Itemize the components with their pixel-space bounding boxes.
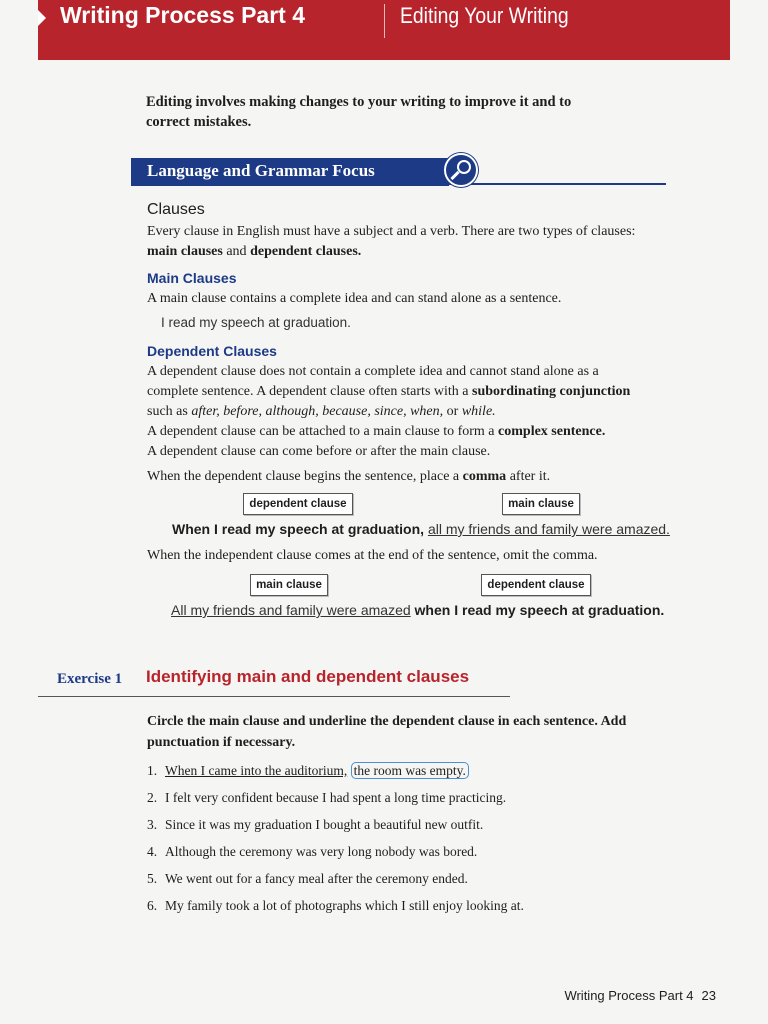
magnifier-icon [444, 153, 478, 187]
exercise-instructions: Circle the main clause and underline the dependent clause in each sentence. Add punctuation if necessary. [147, 714, 627, 750]
header-subtitle: Editing Your Writing [400, 3, 569, 28]
exercise-title: Identifying main and dependent clauses [146, 667, 470, 686]
focus-title: Language and Grammar Focus [147, 161, 375, 180]
focus-rule [131, 183, 666, 185]
clause-order-text: A dependent clause can come before or after the main clause. [147, 444, 491, 459]
exercise-item: 4. Although the ceremony was very long nobody was bored. [147, 844, 478, 859]
dependent-clauses-text: A dependent clause does not contain a complete idea and cannot stand alone as a complete sentence. A dependent clause often starts with a subordinating conjunction such as after, before, although, because, since, when, or while. [147, 364, 631, 419]
footer-section: Writing Process Part 4 [564, 988, 694, 1003]
intro-text: Editing involves making changes to your writing to improve it and to correct mistakes. [146, 94, 572, 130]
circled-main-clause: the room was empty. [351, 762, 469, 779]
page-header [38, 0, 730, 60]
focus-banner [131, 158, 449, 186]
label-dependent-clause-2: dependent clause [481, 574, 591, 596]
page-number: 23 [701, 988, 716, 1003]
header-divider [384, 4, 385, 38]
exercise-items [147, 761, 524, 923]
exercise-rule [38, 696, 510, 697]
header-arrow-icon [38, 10, 46, 26]
example-sentence-1: When I read my speech at graduation, all my friends and family were amazed. [172, 521, 670, 537]
main-clause-example: I read my speech at graduation. [161, 315, 351, 330]
clauses-intro-paragraph: Every clause in English must have a subject and a verb. There are two types of clauses: main clauses and dependent clauses. [147, 224, 636, 259]
main-clauses-heading: Main Clauses [147, 270, 237, 286]
header-part-title: Writing Process Part 4 [60, 2, 305, 28]
example-sentence-2: All my friends and family were amazed when I read my speech at graduation. [171, 602, 665, 618]
dependent-clauses-heading: Dependent Clauses [147, 343, 277, 359]
exercise-item: 6. My family took a lot of photographs which I still enjoy looking at. [147, 898, 524, 913]
clauses-heading: Clauses [147, 201, 205, 218]
underlined-dependent-clause: When I came into the auditorium, [165, 763, 348, 778]
comma-rule-text: When the dependent clause begins the sentence, place a comma after it. [147, 469, 551, 484]
exercise-item: 3. Since it was my graduation I bought a beautiful new outfit. [147, 817, 484, 832]
complex-sentence-text: A dependent clause can be attached to a main clause to form a complex sentence. [147, 424, 606, 439]
omit-comma-text: When the independent clause comes at the end of the sentence, omit the comma. [147, 548, 598, 563]
exercise-label: Exercise 1 [57, 671, 123, 687]
page-footer [564, 988, 716, 1003]
label-dependent-clause: dependent clause [243, 493, 353, 515]
exercise-item: 1. When I came into the auditorium, the room was empty. [147, 761, 524, 788]
exercise-item: 2. I felt very confident because I had spent a long time practicing. [147, 790, 507, 805]
main-clauses-text: A main clause contains a complete idea and can stand alone as a sentence. [147, 291, 562, 306]
exercise-item: 5. We went out for a fancy meal after the ceremony ended. [147, 871, 468, 886]
label-main-clause: main clause [502, 493, 580, 515]
label-main-clause-2: main clause [250, 574, 328, 596]
